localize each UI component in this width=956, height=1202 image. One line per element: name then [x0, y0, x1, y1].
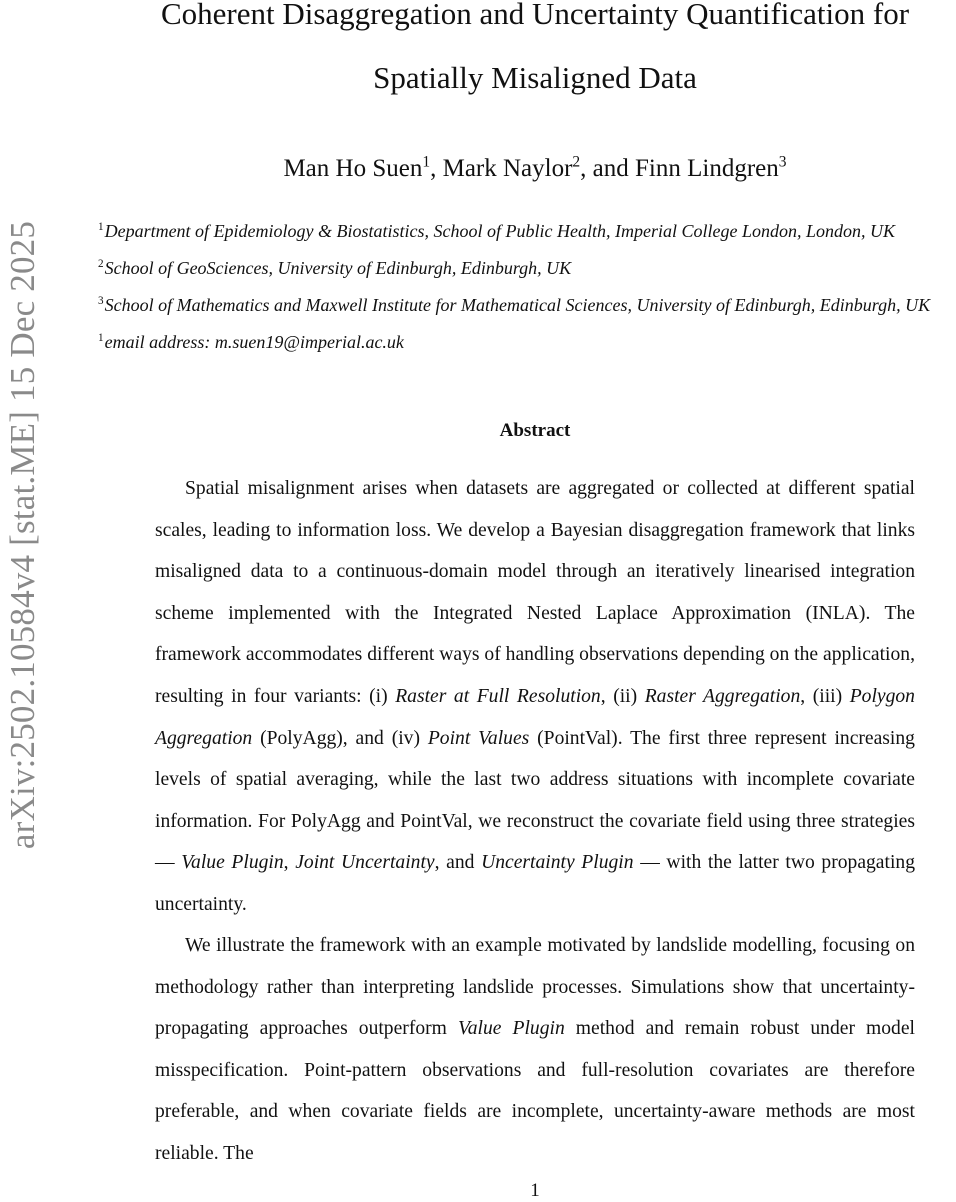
text-run: , [283, 852, 296, 874]
abstract-paragraph-1 [155, 468, 915, 926]
text-run: (PolyAgg), and (iv) [252, 727, 428, 749]
paper-title-line-2: Spatially Misaligned Data [373, 60, 697, 95]
affiliation-text: Department of Epidemiology & Biostatistics, School of Public Health, Imperial College London, London, UK [104, 221, 896, 241]
author-separator: , [430, 155, 443, 182]
author-name: Mark Naylor [442, 155, 573, 182]
text-run: method and remain robust under model misspecification. Point-pattern observations and full-resolution covariates are therefore preferable, and when covariate fields are incomplete, uncertainty-aware methods are most reliable. The [155, 1018, 915, 1164]
emphasis: Value Plugin [181, 852, 284, 874]
page-number: 1 [530, 1180, 540, 1201]
author-affiliation-mark: 3 [778, 153, 787, 171]
affiliation-3 [98, 293, 930, 317]
emphasis: Raster Aggregation [644, 685, 801, 707]
text-run: , (iii) [800, 685, 850, 707]
affiliation-mark: 2 [98, 258, 104, 270]
arxiv-sidebar [0, 190, 46, 890]
author-list [120, 152, 950, 186]
abstract-heading: Abstract [499, 420, 571, 441]
affiliation-2 [98, 256, 571, 280]
affiliation-text: School of Mathematics and Maxwell Institute for Mathematical Sciences, University of Edinburgh, Edinburgh, UK [104, 295, 931, 315]
text-run: , (ii) [600, 685, 645, 707]
author-name: Man Ho Suen [283, 155, 423, 182]
affiliation-mark: 3 [98, 295, 104, 307]
arxiv-identifier: arXiv:2502.10584v4 [stat.ME] 15 Dec 2025 [3, 220, 42, 850]
text-run: We illustrate the framework with an example motivated by landslide modelling, focusing on methodology rather than interpreting landslide processes. Simulations show that uncertainty-propagating approaches outperform [155, 935, 915, 1040]
affiliation-mark: 1 [98, 221, 104, 233]
author-affiliation-mark: 2 [572, 153, 581, 171]
paper-title-line-1: Coherent Disaggregation and Uncertainty Quantification for [160, 0, 910, 31]
emphasis: Joint Uncertainty [295, 852, 435, 874]
text-run: — with the latter two propagating uncertainty. [155, 852, 915, 915]
text-run: (PointVal). The first three represent increasing levels of spatial averaging, while the last two address situations with incomplete covariate information. For PolyAgg and PointVal, we reconstruct the covariate field using three strategies — [155, 727, 915, 874]
text-run: , and [434, 852, 482, 874]
emphasis: Value Plugin [457, 1018, 565, 1040]
email-text: email address: m.suen19@imperial.ac.uk [104, 332, 404, 352]
author-name: Finn Lindgren [635, 155, 779, 182]
affiliation-text: School of GeoSciences, University of Edinburgh, Edinburgh, UK [104, 258, 572, 278]
emphasis: Polygon Aggregation [155, 685, 915, 749]
email-line [98, 330, 404, 354]
author-affiliation-mark: 1 [422, 153, 431, 171]
author-separator: , and [580, 155, 636, 182]
affiliation-mark: 1 [98, 332, 104, 344]
emphasis: Point Values [427, 727, 530, 749]
text-run: Spatial misalignment arises when datasets are aggregated or collected at different spatial scales, leading to information loss. We develop a Bayesian disaggregation framework that links misaligned data to a continuous-domain model through an iteratively linearised integration scheme implemented with the Integrated Nested Laplace Approximation (INLA). The framework accommodates different ways of handling observations depending on the application, resulting in four variants: (i) [155, 478, 915, 707]
emphasis: Uncertainty Plugin [481, 852, 634, 874]
affiliation-1 [98, 219, 895, 243]
paper-title [120, 0, 950, 110]
emphasis: Raster at Full Resolution [395, 685, 601, 707]
abstract-paragraph-2 [155, 925, 915, 1175]
